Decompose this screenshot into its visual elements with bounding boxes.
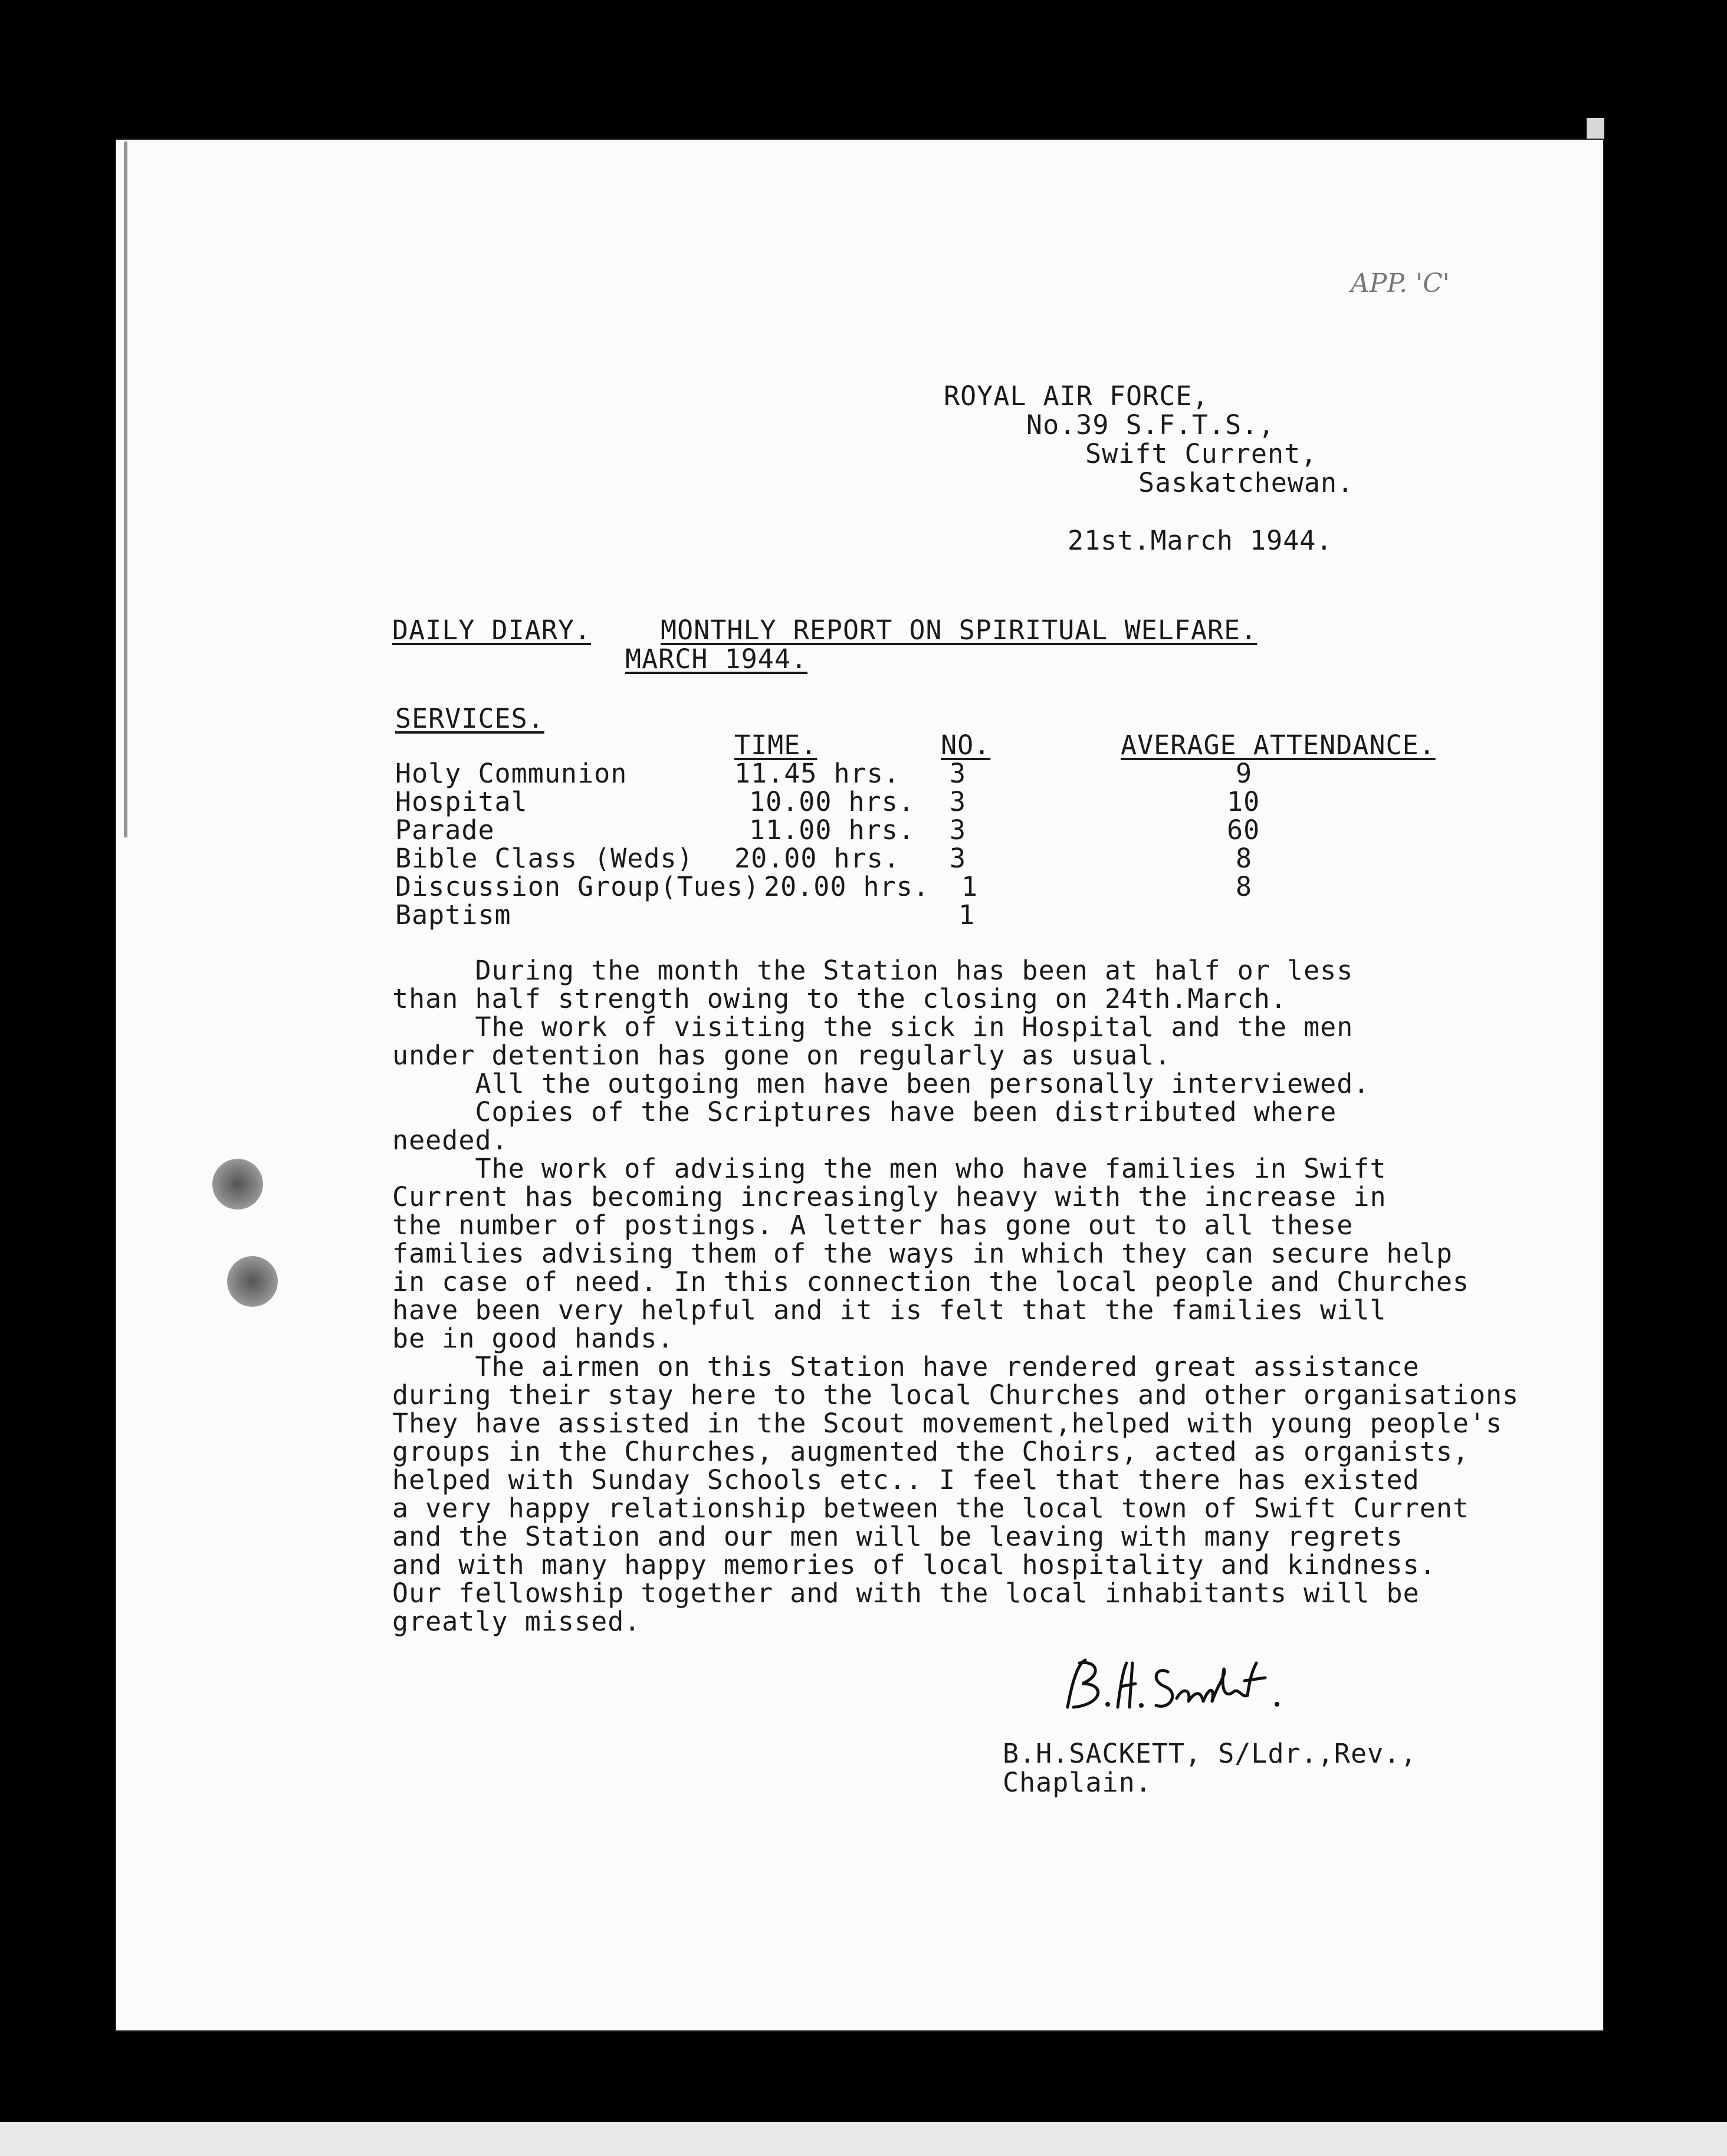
service-count: 3 [950, 758, 967, 789]
body-line: They have assisted in the Scout movement,helped with young people's [392, 1408, 1503, 1439]
body-line: The airmen on this Station have rendered great assistance [392, 1351, 1420, 1382]
archive-mark: APP. 'C' [1351, 268, 1450, 298]
body-line: needed. [392, 1125, 508, 1156]
service-name: Hospital [395, 786, 528, 817]
report-body [392, 957, 1519, 1636]
letterhead-line-4: Saskatchewan. [1138, 467, 1354, 498]
service-name: Discussion Group(Tues) [395, 871, 760, 902]
handwritten-signature [1056, 1651, 1304, 1722]
body-line: groups in the Churches, augmented the Choirs, acted as organists, [392, 1436, 1469, 1467]
service-time: 11.45 hrs. [734, 758, 900, 789]
document-date: 21st.March 1944. [1068, 525, 1333, 556]
body-line: a very happy relationship between the local town of Swift Current [392, 1493, 1469, 1524]
body-line: the number of postings. A letter has gone out to all these [392, 1210, 1354, 1241]
signatory-name: B.H.SACKETT, S/Ldr.,Rev., [1003, 1738, 1417, 1769]
service-count: 3 [950, 786, 967, 817]
column-time: TIME. [734, 729, 817, 761]
body-line: during their stay here to the local Churches and other organisations [392, 1379, 1519, 1411]
letterhead-line-1: ROYAL AIR FORCE, [944, 380, 1209, 412]
service-count: 3 [950, 814, 967, 846]
service-count: 1 [958, 899, 976, 931]
service-attendance: 60 [1227, 814, 1260, 846]
service-time: 20.00 hrs. [764, 871, 930, 902]
body-line: than half strength owing to the closing on 24th.March. [392, 983, 1287, 1014]
body-line: in case of need. In this connection the local people and Churches [392, 1266, 1469, 1297]
body-line: Current has becoming increasingly heavy with the increase in [392, 1181, 1387, 1212]
column-attendance: AVERAGE ATTENDANCE. [1121, 729, 1436, 761]
column-no: NO. [941, 729, 991, 761]
body-line: greatly missed. [392, 1606, 641, 1637]
heading-daily-diary: DAILY DIARY. [392, 614, 592, 646]
service-count: 1 [961, 871, 979, 902]
heading-report-title: MONTHLY REPORT ON SPIRITUAL WELFARE. [661, 614, 1258, 646]
signatory-title: Chaplain. [1003, 1767, 1152, 1798]
signature-drawing [1056, 1651, 1304, 1722]
body-line: Copies of the Scriptures have been distributed where [392, 1096, 1337, 1128]
service-attendance: 8 [1236, 843, 1253, 874]
service-time: 11.00 hrs. [749, 814, 915, 846]
service-name: Bible Class (Weds) [395, 843, 694, 874]
body-line: be in good hands. [392, 1323, 674, 1354]
service-name: Baptism [395, 899, 511, 931]
service-count: 3 [950, 843, 967, 874]
film-border [0, 2122, 1727, 2156]
service-attendance: 8 [1236, 871, 1253, 902]
punch-hole-lower [227, 1256, 278, 1307]
service-name: Parade [395, 814, 495, 846]
letterhead-line-2: No.39 S.F.T.S., [1026, 409, 1275, 441]
service-time: 20.00 hrs. [734, 843, 900, 874]
letterhead-line-3: Swift Current, [1085, 438, 1318, 469]
body-line: under detention has gone on regularly as usual. [392, 1040, 1171, 1071]
service-name: Holy Communion [395, 758, 628, 789]
body-line: Our fellowship together and with the local inhabitants will be [392, 1577, 1420, 1609]
services-label: SERVICES. [395, 703, 544, 734]
body-line: During the month the Station has been at half or less [392, 955, 1354, 986]
heading-month: MARCH 1944. [625, 643, 808, 675]
service-attendance: 10 [1227, 786, 1260, 817]
body-line: All the outgoing men have been personally interviewed. [392, 1068, 1370, 1099]
service-attendance: 9 [1236, 758, 1253, 789]
margin-rule [124, 142, 127, 837]
body-line: The work of advising the men who have families in Swift [392, 1153, 1387, 1184]
punch-hole-upper [212, 1159, 263, 1210]
body-line: and the Station and our men will be leaving with many regrets [392, 1521, 1403, 1552]
body-line: The work of visiting the sick in Hospital and the men [392, 1011, 1354, 1043]
service-time: 10.00 hrs. [749, 786, 915, 817]
body-line: helped with Sunday Schools etc.. I feel that there has existed [392, 1464, 1420, 1496]
body-line: and with many happy memories of local hospitality and kindness. [392, 1549, 1436, 1580]
body-line: have been very helpful and it is felt that the families will [392, 1294, 1387, 1326]
body-line: families advising them of the ways in which they can secure help [392, 1238, 1453, 1269]
